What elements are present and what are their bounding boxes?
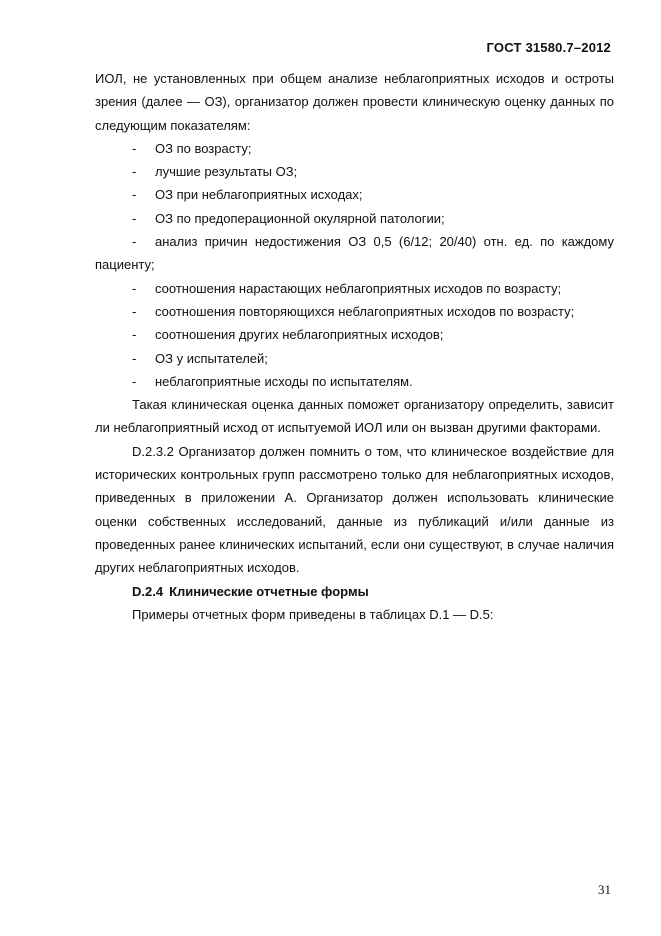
document-body bbox=[95, 67, 614, 626]
list-item bbox=[95, 137, 614, 160]
list-item bbox=[95, 277, 614, 300]
list-item bbox=[95, 300, 614, 323]
list-item-text: соотношения других неблагоприятных исходов; bbox=[155, 327, 444, 343]
list-dash: - bbox=[132, 140, 137, 156]
list-dash: - bbox=[132, 350, 137, 366]
list-dash: - bbox=[132, 164, 137, 180]
section-heading bbox=[95, 580, 614, 603]
list-dash: - bbox=[132, 327, 137, 343]
list-item bbox=[95, 160, 614, 183]
assessment-paragraph: Такая клиническая оценка данных поможет организатору определить, зависит ли неблагоприятный исход от испытуемой ИОЛ или он вызван другими факторами. bbox=[95, 397, 614, 436]
list-dash: - bbox=[132, 303, 137, 319]
clause-d232-paragraph: D.2.3.2 Организатор должен помнить о том, что клиническое воздействие для исторических контрольных групп рассмотрено только для неблагоприятных исходов, приведенных в приложении А. Организатор должен использовать клинические оценки собственных исследований, данные из публикаций и/или данные из проведенных ранее клинических испытаний, если они существуют, в случае наличия других неблагоприятных исходов. bbox=[95, 443, 614, 576]
list-dash: - bbox=[132, 187, 137, 203]
page-number: 31 bbox=[598, 882, 611, 897]
list-item bbox=[95, 323, 614, 346]
list-dash: - bbox=[132, 373, 137, 389]
list-item-text: неблагоприятные исходы по испытателям. bbox=[155, 373, 413, 389]
list-item-text: ОЗ у испытателей; bbox=[155, 350, 268, 366]
list-item bbox=[95, 183, 614, 206]
list-item-text: лучшие результаты ОЗ; bbox=[155, 164, 298, 180]
list-item-text: ОЗ по предоперационной окулярной патологии; bbox=[155, 210, 445, 226]
standard-header: ГОСТ 31580.7–2012 bbox=[486, 40, 611, 55]
section-title: Клинические отчетные формы bbox=[169, 583, 369, 599]
list-item-text: соотношения нарастающих неблагоприятных исходов по возрасту; bbox=[155, 280, 562, 296]
list-dash: - bbox=[132, 210, 137, 226]
intro-paragraph: ИОЛ, не установленных при общем анализе неблагоприятных исходов и остроты зрения (далее — ОЗ), организатор должен провести клиническую оценку данных по следующим показателям: bbox=[95, 71, 614, 133]
list-item-text: соотношения повторяющихся неблагоприятных исходов по возрасту; bbox=[155, 303, 575, 319]
list-dash: - bbox=[132, 280, 137, 296]
list-item-text: ОЗ по возрасту; bbox=[155, 140, 252, 156]
list-item-continuation: пациенту; bbox=[95, 257, 155, 273]
list-item bbox=[95, 207, 614, 230]
list-item bbox=[95, 370, 614, 393]
list-item-text: анализ причин недостижения ОЗ 0,5 (6/12; 20/40) отн. ед. по каждому bbox=[155, 234, 614, 250]
section-number: D.2.4 bbox=[132, 583, 164, 599]
list-item-analysis bbox=[95, 230, 614, 253]
list-item bbox=[95, 347, 614, 370]
list-item-text: ОЗ при неблагоприятных исходах; bbox=[155, 187, 363, 203]
list-dash: - bbox=[132, 234, 137, 250]
section-text: Примеры отчетных форм приведены в таблицах D.1 — D.5: bbox=[132, 606, 494, 622]
